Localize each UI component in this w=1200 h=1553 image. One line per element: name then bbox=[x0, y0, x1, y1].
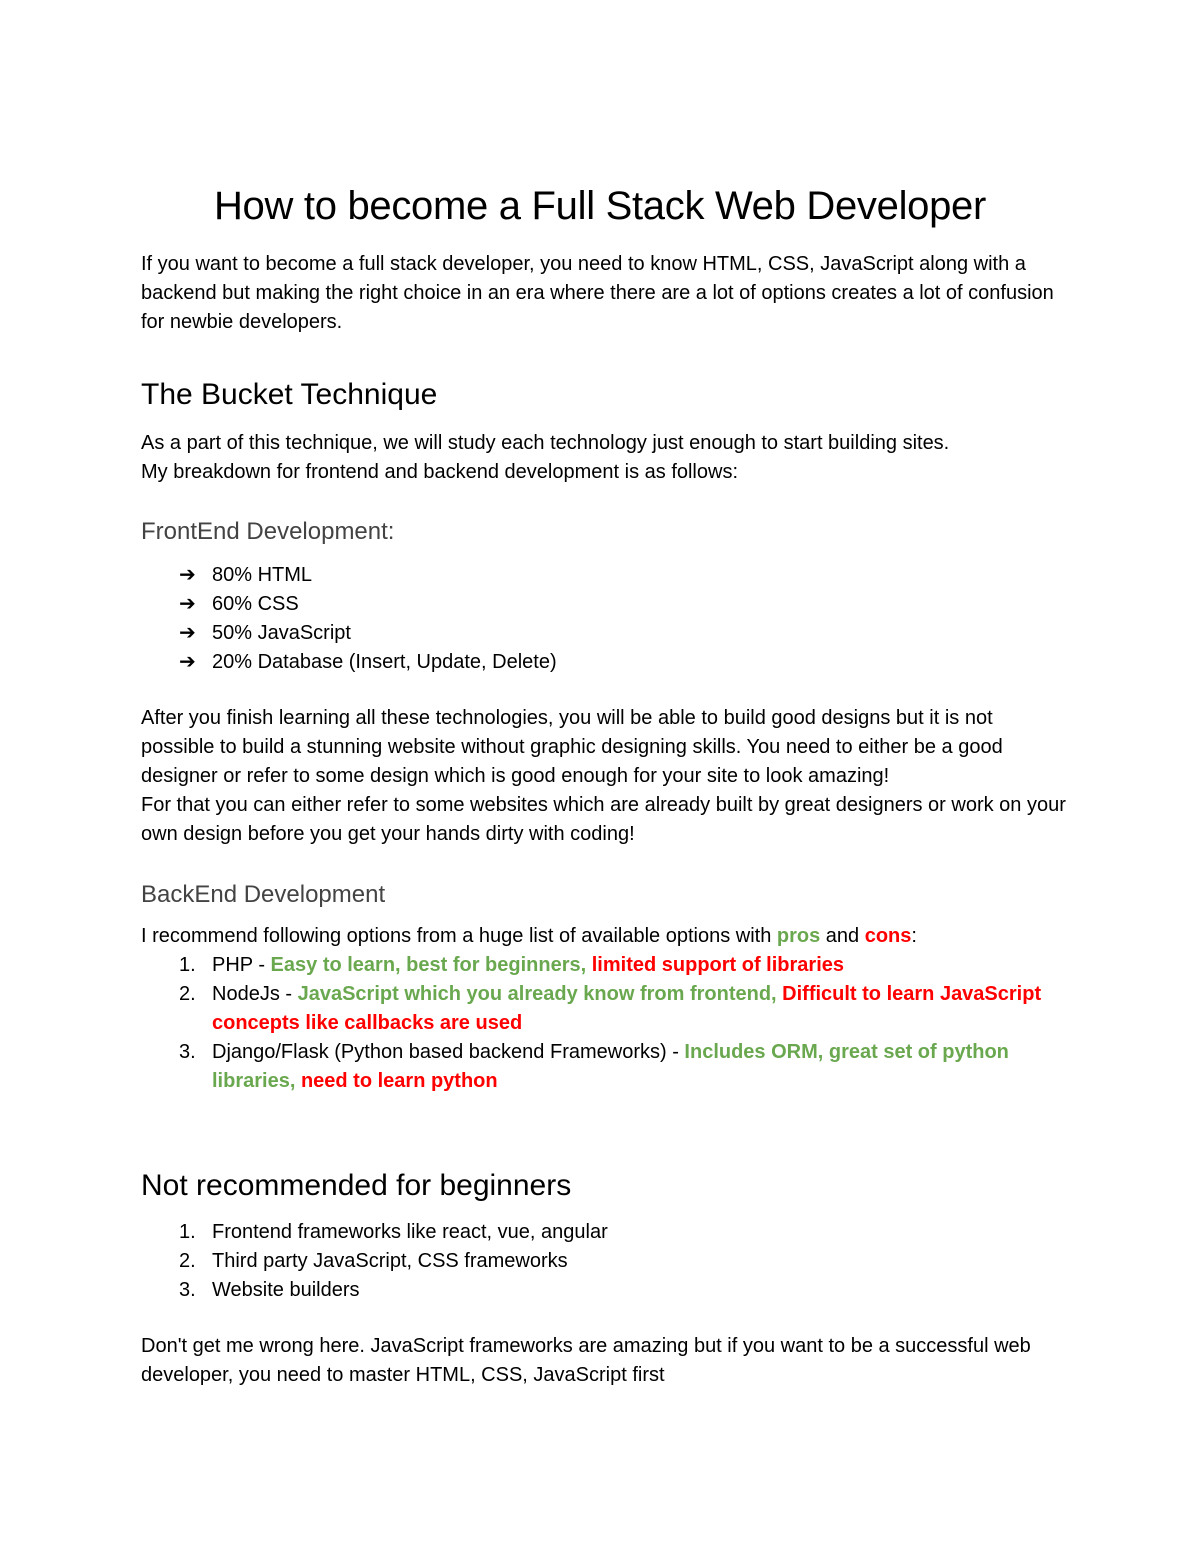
bucket-heading: The Bucket Technique bbox=[141, 378, 438, 411]
option-pros: JavaScript which you already know from frontend, bbox=[297, 983, 783, 1005]
arrow-bullet-icon: ➔ bbox=[179, 622, 196, 644]
after-text-1: After you finish learning all these technologies, you will be able to build good designs but it is not possible to build a stunning website without graphic designing skills. You need to either be a good designer or refer to some design which is good enough for your site to look amazing! bbox=[141, 707, 1003, 787]
list-item: ➔ 50% JavaScript bbox=[179, 619, 1071, 648]
arrow-bullet-icon: ➔ bbox=[179, 564, 196, 586]
option-pros: Includes ORM, great set of python libraries, bbox=[212, 1041, 1009, 1092]
list-item: 2. NodeJs - JavaScript which you already know from frontend, Difficult to learn JavaScript concepts like callbacks are used bbox=[179, 980, 1071, 1038]
option-cons: Difficult to learn JavaScript concepts like callbacks are used bbox=[212, 983, 1042, 1034]
pros-label: pros bbox=[776, 925, 821, 947]
frontend-heading: FrontEnd Development: bbox=[141, 518, 395, 545]
list-number: 3. bbox=[179, 1279, 196, 1301]
document-page bbox=[141, 178, 1071, 1390]
list-item: ➔ 80% HTML bbox=[179, 561, 1071, 590]
closing-paragraph: Don't get me wrong here. JavaScript frameworks are amazing but if you want to be a successful web developer, you need to master HTML, CSS, JavaScript first bbox=[141, 1335, 1031, 1386]
list-number: 2. bbox=[179, 983, 196, 1005]
not-recommended-heading: Not recommended for beginners bbox=[141, 1169, 572, 1202]
list-item: 2. Third party JavaScript, CSS frameworks bbox=[179, 1247, 1071, 1276]
not-recommended-list bbox=[179, 1218, 1071, 1305]
bucket-paragraph bbox=[141, 429, 1071, 487]
bucket-line-2: My breakdown for frontend and backend development is as follows: bbox=[141, 461, 739, 483]
list-item: ➔ 60% CSS bbox=[179, 590, 1071, 619]
list-item: 1. Frontend frameworks like react, vue, angular bbox=[179, 1218, 1071, 1247]
list-item: 1. PHP - Easy to learn, best for beginners, limited support of libraries bbox=[179, 951, 1071, 980]
option-cons: need to learn python bbox=[300, 1070, 498, 1092]
list-item: 3. Website builders bbox=[179, 1276, 1071, 1305]
after-text-2: For that you can either refer to some websites which are already built by great designers or work on your own design before you get your hands dirty with coding! bbox=[141, 794, 1066, 845]
backend-options-list bbox=[179, 951, 1071, 1096]
option-pros: Easy to learn, best for beginners, bbox=[270, 954, 592, 976]
cons-label: cons bbox=[864, 925, 912, 947]
frontend-after-paragraph bbox=[141, 704, 1071, 849]
document-title: How to become a Full Stack Web Developer bbox=[213, 184, 987, 228]
arrow-bullet-icon: ➔ bbox=[179, 593, 196, 615]
list-number: 3. bbox=[179, 1041, 196, 1063]
list-number: 1. bbox=[179, 954, 196, 976]
list-item: 3. Django/Flask (Python based backend Frameworks) - Includes ORM, great set of python libraries, need to learn python bbox=[179, 1038, 1071, 1096]
arrow-bullet-icon: ➔ bbox=[179, 651, 196, 673]
list-number: 1. bbox=[179, 1221, 196, 1243]
list-item: ➔ 20% Database (Insert, Update, Delete) bbox=[179, 648, 1071, 677]
option-cons: limited support of libraries bbox=[591, 954, 845, 976]
backend-intro: I recommend following options from a huge list of available options with pros and cons: bbox=[141, 925, 917, 947]
frontend-list bbox=[179, 561, 1071, 677]
intro-paragraph: If you want to become a full stack developer, you need to know HTML, CSS, JavaScript along with a backend but making the right choice in an era where there are a lot of options creates a lot of confusion for newbie developers. bbox=[141, 253, 1054, 333]
list-number: 2. bbox=[179, 1250, 196, 1272]
backend-heading: BackEnd Development bbox=[141, 881, 386, 908]
bucket-line-1: As a part of this technique, we will study each technology just enough to start building sites. bbox=[141, 432, 950, 454]
